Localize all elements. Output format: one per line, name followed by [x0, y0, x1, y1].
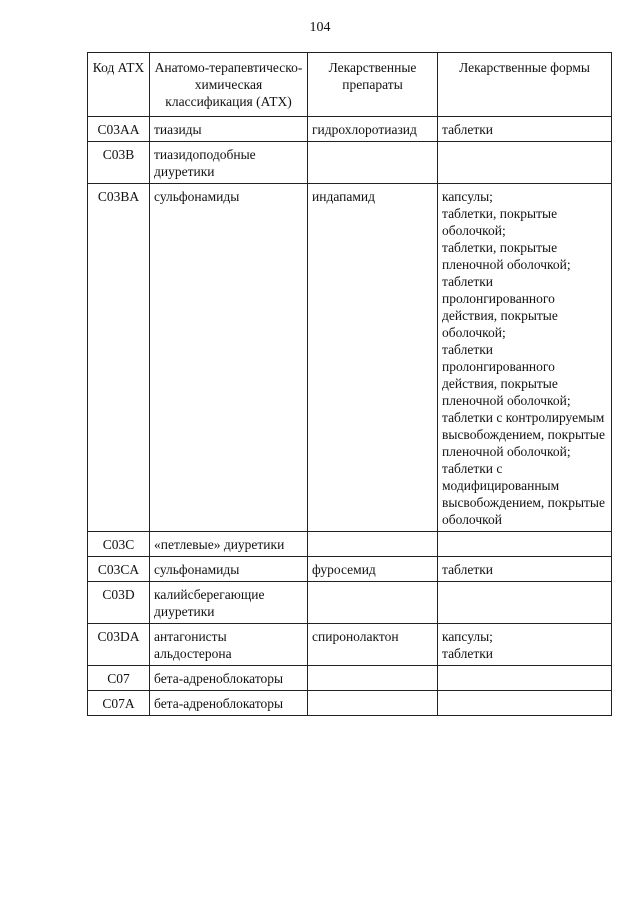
- cell-drug: индапамид: [308, 184, 438, 532]
- cell-drug: [308, 691, 438, 716]
- header-code: Код АТХ: [88, 53, 150, 117]
- cell-classification: бета-адреноблокаторы: [150, 666, 308, 691]
- cell-forms: [438, 666, 612, 691]
- cell-drug: [308, 666, 438, 691]
- table-row: [88, 666, 612, 691]
- table-row: [88, 532, 612, 557]
- cell-drug: спиронолактон: [308, 624, 438, 666]
- dosage-form: таблетки, покрытые пленочной оболочкой;: [442, 240, 571, 272]
- cell-forms: [438, 582, 612, 624]
- dosage-form: таблетки пролонгированного действия, покрытые оболочкой;: [442, 274, 558, 340]
- dosage-form: таблетки с контролируемым высвобождением, покрытые пленочной оболочкой;: [442, 410, 605, 459]
- table-row: [88, 557, 612, 582]
- cell-code: C03BA: [88, 184, 150, 532]
- cell-classification: тиазидоподобные диуретики: [150, 142, 308, 184]
- cell-drug: фуросемид: [308, 557, 438, 582]
- cell-code: C03D: [88, 582, 150, 624]
- dosage-form: капсулы;: [442, 189, 493, 204]
- table-header-row: [88, 53, 612, 117]
- dosage-form: таблетки пролонгированного действия, покрытые пленочной оболочкой;: [442, 342, 571, 408]
- cell-code: C03AA: [88, 117, 150, 142]
- page-number: 104: [309, 20, 331, 35]
- atx-drug-table: [87, 52, 612, 716]
- cell-forms: [438, 624, 612, 666]
- dosage-form: таблетки: [442, 122, 494, 137]
- dosage-form: таблетки: [442, 646, 494, 661]
- dosage-form: таблетки, покрытые оболочкой;: [442, 206, 558, 238]
- cell-classification: сульфонамиды: [150, 557, 308, 582]
- cell-classification: тиазиды: [150, 117, 308, 142]
- header-drug: Лекарственные препараты: [308, 53, 438, 117]
- cell-classification: бета-адреноблокаторы: [150, 691, 308, 716]
- table-row: [88, 117, 612, 142]
- cell-forms: [438, 117, 612, 142]
- cell-code: C03B: [88, 142, 150, 184]
- cell-drug: [308, 532, 438, 557]
- table-row: [88, 184, 612, 532]
- cell-forms: [438, 557, 612, 582]
- cell-code: C07A: [88, 691, 150, 716]
- cell-drug: [308, 582, 438, 624]
- cell-classification: сульфонамиды: [150, 184, 308, 532]
- cell-forms: [438, 184, 612, 532]
- dosage-form: таблетки с модифицированным высвобождением, покрытые оболочкой: [442, 461, 605, 527]
- dosage-form: капсулы;: [442, 629, 493, 644]
- table-row: [88, 142, 612, 184]
- cell-code: C03C: [88, 532, 150, 557]
- cell-drug: [308, 142, 438, 184]
- cell-drug: гидрохлоротиазид: [308, 117, 438, 142]
- cell-code: C07: [88, 666, 150, 691]
- cell-forms: [438, 691, 612, 716]
- cell-classification: «петлевые» диуретики: [150, 532, 308, 557]
- cell-code: C03DA: [88, 624, 150, 666]
- cell-forms: [438, 532, 612, 557]
- dosage-form: таблетки: [442, 562, 494, 577]
- cell-forms: [438, 142, 612, 184]
- header-forms: Лекарственные формы: [438, 53, 612, 117]
- cell-classification: антагонисты альдостерона: [150, 624, 308, 666]
- table-row: [88, 691, 612, 716]
- cell-code: C03CA: [88, 557, 150, 582]
- table-row: [88, 582, 612, 624]
- table-row: [88, 624, 612, 666]
- cell-classification: калийсберегающие диуретики: [150, 582, 308, 624]
- header-classification: Анатомо-терапевтическо-химическая классификация (АТХ): [150, 53, 308, 117]
- table-body: [88, 117, 612, 716]
